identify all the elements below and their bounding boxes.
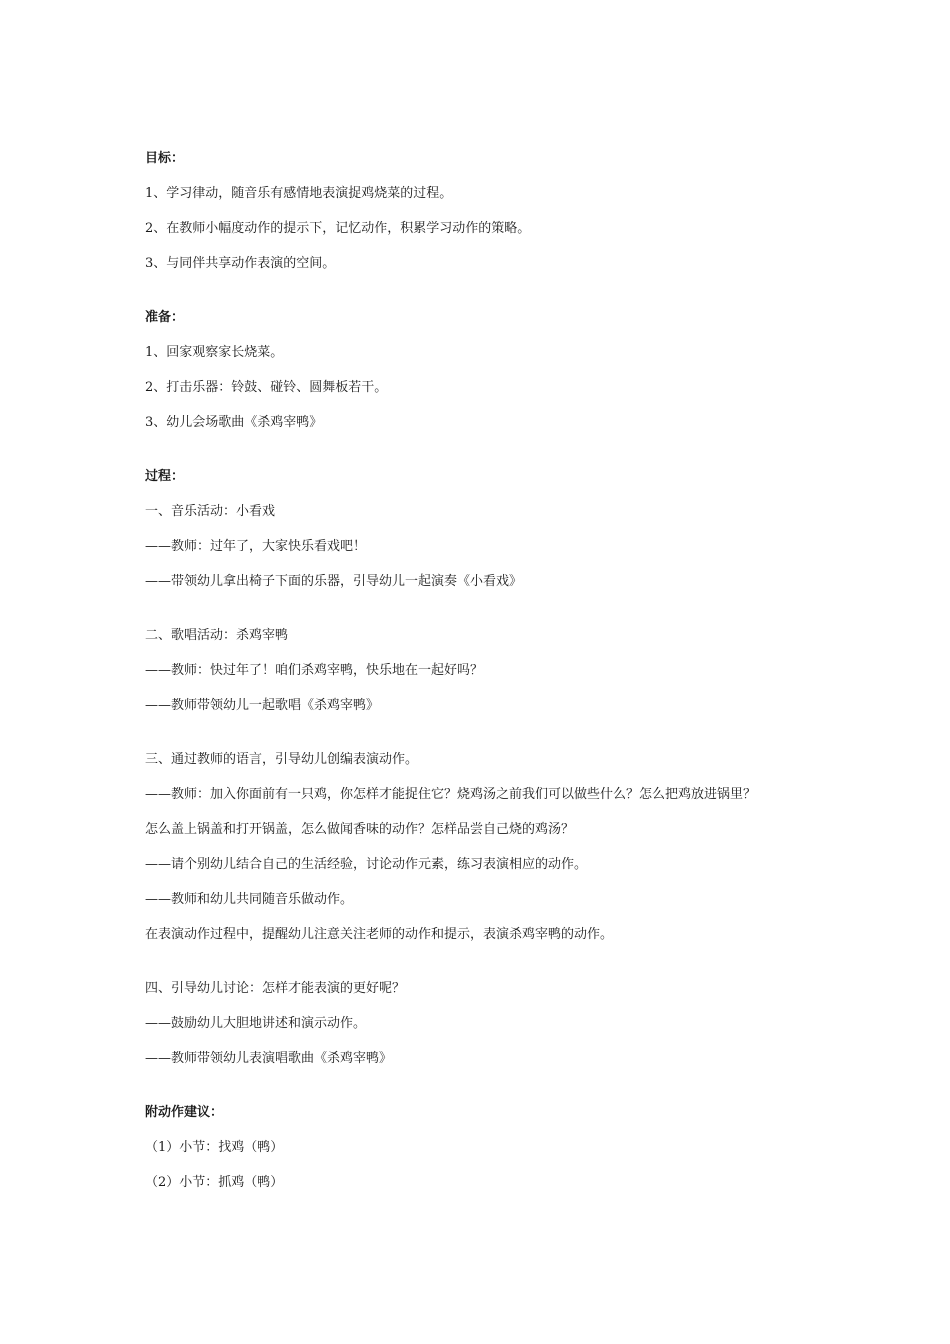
appendix-heading: 附动作建议：: [145, 1105, 224, 1120]
preparation-item: 2、打击乐器：铃鼓、碰铃、圆舞板若干。: [145, 380, 388, 395]
appendix-item: （1）小节：找鸡（鸭）: [145, 1140, 284, 1155]
process-section-title: 一、音乐活动：小看戏: [145, 504, 276, 519]
process-line: ——教师：过年了，大家快乐看戏吧！: [145, 539, 367, 554]
process-section-title: 四、引导幼儿讨论：怎样才能表演的更好呢？: [145, 981, 406, 996]
process-line: ——请个别幼儿结合自己的生活经验，讨论动作元素，练习表演相应的动作。: [145, 857, 588, 872]
goal-item: 2、在教师小幅度动作的提示下，记忆动作，积累学习动作的策略。: [145, 221, 531, 236]
process-heading: 过程：: [145, 469, 185, 484]
preparation-heading: 准备：: [145, 310, 185, 325]
section-gap: [145, 959, 845, 978]
process-line: ——教师和幼儿共同随音乐做动作。: [145, 892, 354, 907]
process-line: 怎么盖上锅盖和打开锅盖，怎么做闻香味的动作？怎样品尝自己烧的鸡汤？: [145, 822, 575, 837]
section-gap: [145, 1083, 845, 1102]
goal-item: 3、与同伴共享动作表演的空间。: [145, 256, 336, 271]
process-section-title: 二、歌唱活动：杀鸡宰鸭: [145, 628, 289, 643]
process-line: ——教师：快过年了！咱们杀鸡宰鸭，快乐地在一起好吗？: [145, 663, 484, 678]
document-page: [145, 148, 845, 1207]
process-line: 在表演动作过程中，提醒幼儿注意关注老师的动作和提示，表演杀鸡宰鸭的动作。: [145, 927, 614, 942]
goal-item: 1、学习律动，随音乐有感情地表演捉鸡烧菜的过程。: [145, 186, 453, 201]
process-section-title: 三、通过教师的语言，引导幼儿创编表演动作。: [145, 752, 419, 767]
section-gap: [145, 447, 845, 466]
section-gap: [145, 606, 845, 625]
preparation-item: 1、回家观察家长烧菜。: [145, 345, 284, 360]
process-line: ——教师带领幼儿一起歌唱《杀鸡宰鸭》: [145, 698, 380, 713]
process-line: ——带领幼儿拿出椅子下面的乐器，引导幼儿一起演奏《小看戏》: [145, 574, 523, 589]
section-gap: [145, 730, 845, 749]
preparation-item: 3、幼儿会场歌曲《杀鸡宰鸭》: [145, 415, 323, 430]
section-gap: [145, 288, 845, 307]
process-line: ——鼓励幼儿大胆地讲述和演示动作。: [145, 1016, 367, 1031]
process-line: ——教师：加入你面前有一只鸡，你怎样才能捉住它？烧鸡汤之前我们可以做些什么？怎么把鸡放进锅里？: [145, 787, 757, 802]
process-line: ——教师带领幼儿表演唱歌曲《杀鸡宰鸭》: [145, 1051, 393, 1066]
goals-heading: 目标：: [145, 151, 185, 166]
appendix-item: （2）小节：抓鸡（鸭）: [145, 1175, 284, 1190]
